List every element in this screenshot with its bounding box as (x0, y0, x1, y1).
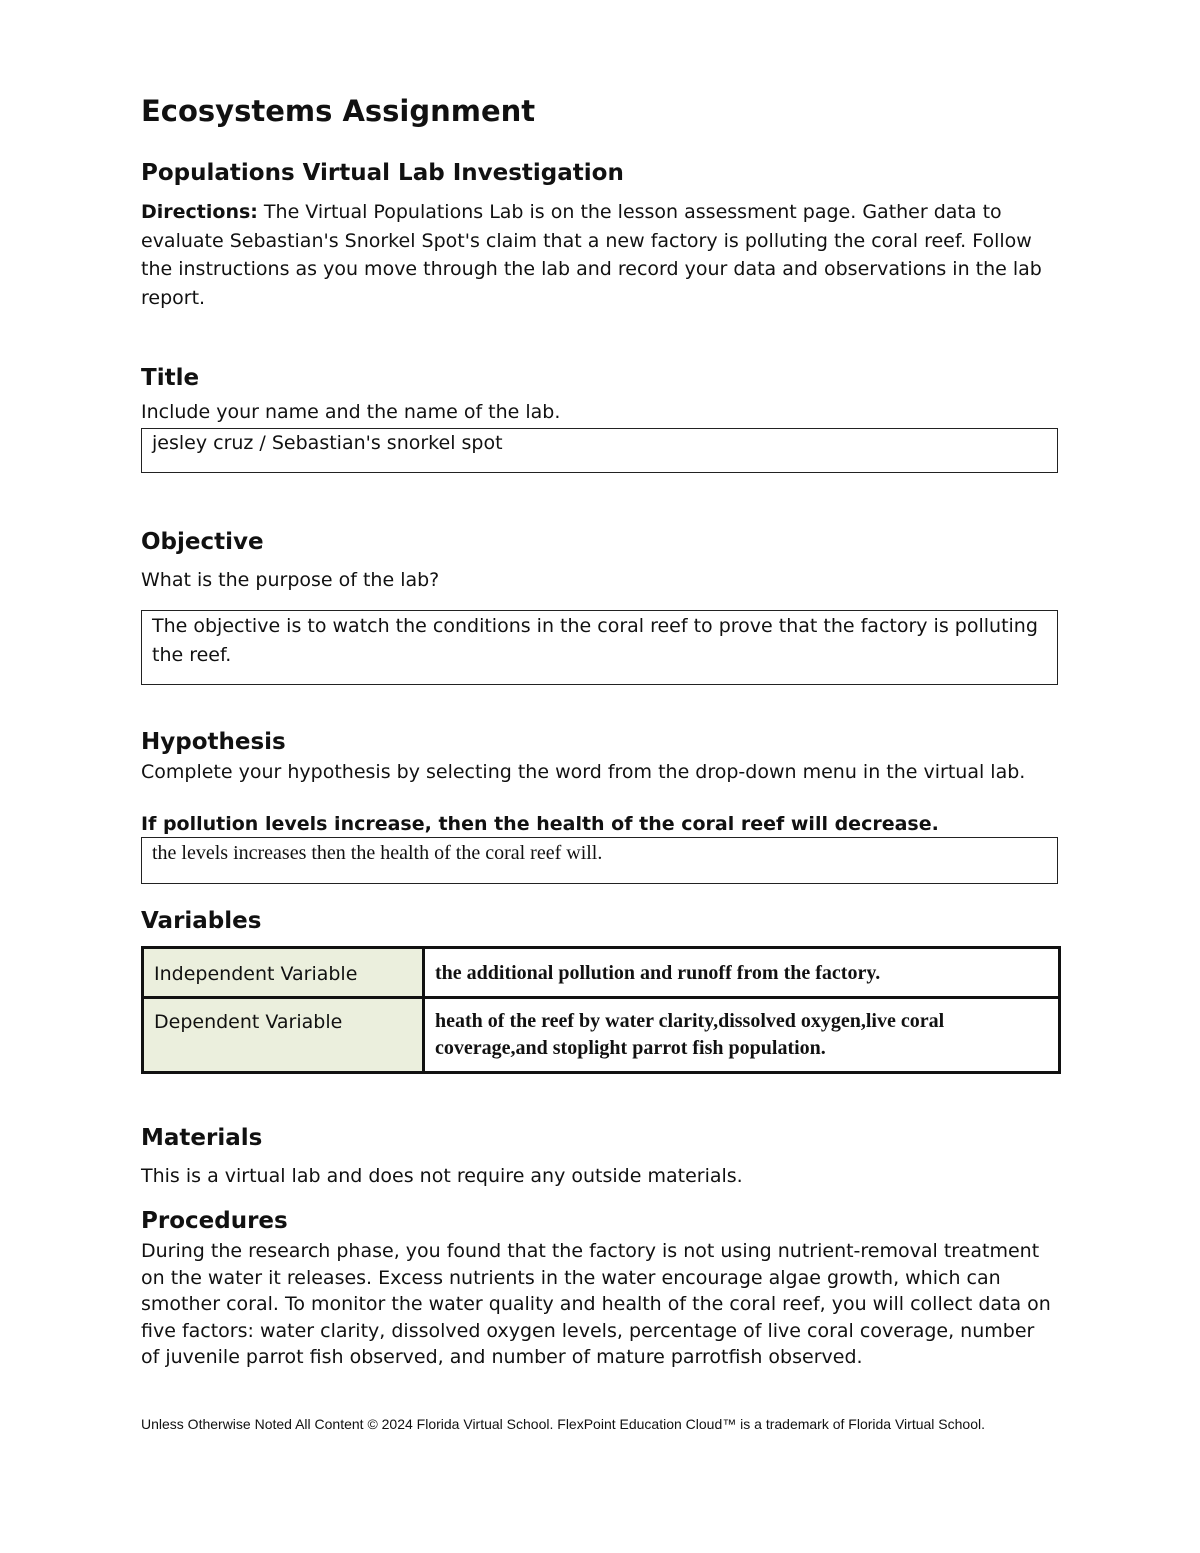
variables-table (141, 946, 1061, 1074)
hypothesis-heading: Hypothesis (141, 729, 286, 755)
variables-heading: Variables (141, 908, 262, 934)
page-title: Ecosystems Assignment (141, 94, 536, 128)
footer-copyright: Unless Otherwise Noted All Content © 2024 Florida Virtual School. FlexPoint Education Cloud™ is a trademark of Florida Virtual School. (141, 1416, 985, 1432)
directions-text: The Virtual Populations Lab is on the lesson assessment page. Gather data to evaluate Sebastian's Snorkel Spot's claim that a new factory is polluting the coral reef. Follow the instructions as you move through the lab and record your data and observations in the lab report. (141, 201, 1042, 309)
directions-paragraph (141, 198, 1056, 312)
variable-label: Independent Variable (143, 948, 424, 998)
materials-text: This is a virtual lab and does not require any outside materials. (141, 1165, 743, 1187)
procedures-text: During the research phase, you found that the factory is not using nutrient-removal treatment on the water it releases. Excess nutrients in the water encourage algae growth, which can smother coral. To monitor the water quality and health of the coral reef, you will collect data on five factors: water clarity, dissolved oxygen levels, percentage of live coral coverage, number of juvenile parrot fish observed, and number of mature parrotfish observed. (141, 1240, 1051, 1368)
variable-value[interactable]: the additional pollution and runoff from the factory. (424, 948, 1060, 998)
hypothesis-prompt: Complete your hypothesis by selecting the word from the drop-down menu in the virtual lab. (141, 761, 1026, 783)
page-subtitle: Populations Virtual Lab Investigation (141, 160, 624, 186)
title-prompt: Include your name and the name of the lab. (141, 401, 561, 423)
hypothesis-answer-box[interactable]: the levels increases then the health of the coral reef will. (141, 837, 1058, 884)
title-heading: Title (141, 365, 200, 391)
variable-value[interactable]: heath of the reef by water clarity,dissolved oxygen,live coral coverage,and stoplight parrot fish population. (424, 998, 1060, 1073)
variable-label: Dependent Variable (143, 998, 424, 1073)
directions-label: Directions: (141, 201, 258, 223)
objective-prompt: What is the purpose of the lab? (141, 569, 440, 591)
materials-heading: Materials (141, 1125, 263, 1151)
objective-answer-box[interactable]: The objective is to watch the conditions in the coral reef to prove that the factory is polluting the reef. (141, 610, 1058, 685)
table-row (143, 998, 1060, 1073)
procedures-heading: Procedures (141, 1208, 288, 1234)
title-answer-box[interactable]: jesley cruz / Sebastian's snorkel spot (141, 428, 1058, 473)
hypothesis-statement: If pollution levels increase, then the health of the coral reef will decrease. (141, 813, 939, 835)
table-row (143, 948, 1060, 998)
objective-heading: Objective (141, 529, 264, 555)
